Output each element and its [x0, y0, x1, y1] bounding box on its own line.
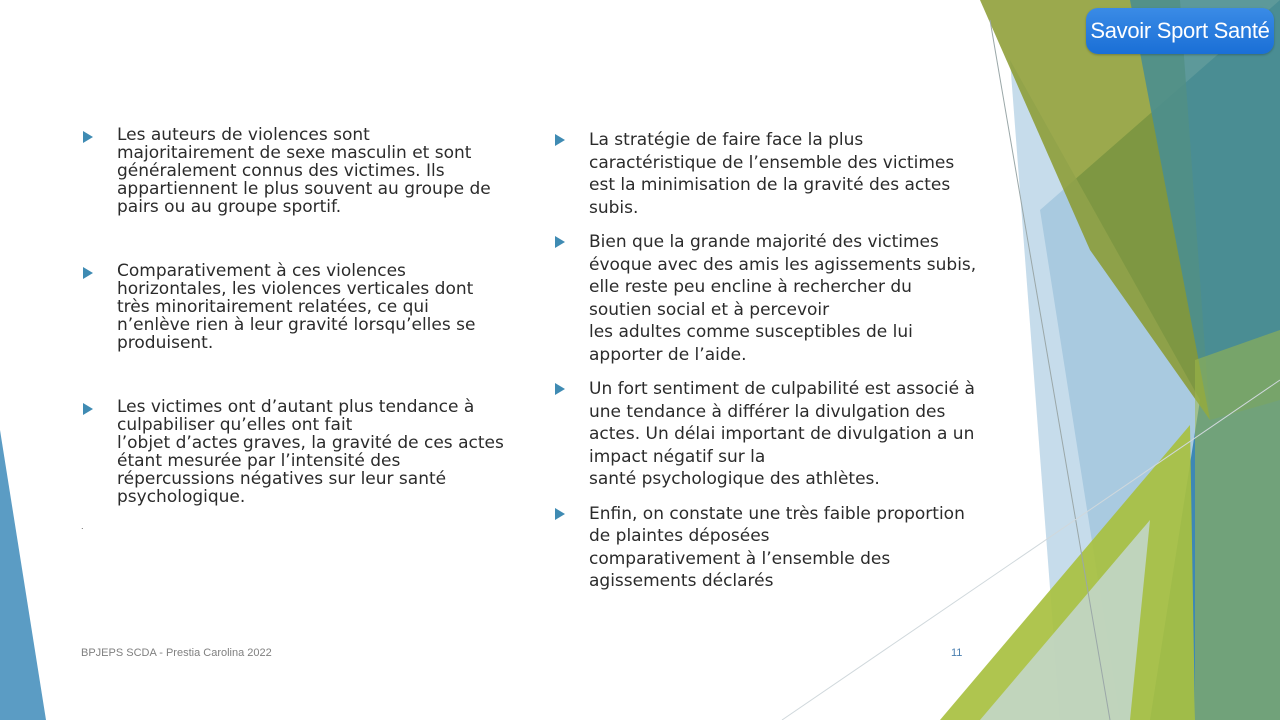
stray-mark: . — [81, 522, 84, 531]
bullet-text-line: Comparativement à ces violences — [117, 261, 406, 281]
bullet-item — [552, 503, 977, 593]
bullet-arrow-icon — [83, 403, 93, 415]
bullet-text-line: culpabiliser qu’elles ont fait — [117, 415, 353, 435]
left-blue-sliver — [0, 430, 46, 720]
bullet-text-line: apporter de l’aide. — [589, 344, 747, 365]
bullet-arrow-icon — [555, 134, 565, 146]
bullet-text-line: pairs ou au groupe sportif. — [117, 197, 342, 217]
bullet-text-line: étant mesurée par l’intensité des — [117, 451, 401, 471]
bullet-text-line: Enfin, on constate une très faible proportion — [589, 503, 965, 524]
bullet-text-line: les adultes comme susceptibles de lui — [589, 322, 913, 342]
right-column — [552, 129, 977, 593]
bullet-arrow-icon — [555, 508, 565, 520]
bullet-text-line: généralement connus des victimes. Ils — [117, 161, 445, 181]
bullet-text-line: Bien que la grande majorité des victimes — [589, 232, 939, 252]
bullet-text-line: très minoritairement relatées, ce qui — [117, 297, 429, 317]
bullet-text-line: santé psychologique des athlètes. — [589, 469, 880, 489]
bullet-text-line: produisent. — [117, 333, 214, 353]
bullet-text-line: Les auteurs de violences sont — [117, 125, 370, 145]
bullet-text-line: une tendance à différer la divulgation des — [589, 401, 946, 422]
bullet-text-line: soutien social et à percevoir — [589, 299, 830, 320]
bullet-text-line: elle reste peu encline à rechercher du — [589, 277, 912, 297]
bullet-text-line: majoritairement de sexe masculin et sont — [117, 143, 472, 163]
bullet-arrow-icon — [83, 267, 93, 279]
bullet-text-line: n’enlève rien à leur gravité lorsqu’elles se — [117, 315, 476, 335]
bullet-text-line: est la minimisation de la gravité des actes — [589, 175, 951, 195]
bullet-item — [552, 129, 977, 219]
bullet-item — [552, 378, 977, 491]
bullet-arrow-icon — [83, 131, 93, 143]
bullet-text-line: agissements déclarés — [589, 571, 774, 591]
bullet-item — [80, 126, 510, 216]
bullet-item — [80, 262, 510, 352]
bullet-text-line: caractéristique de l’ensemble des victimes — [589, 152, 955, 173]
bullet-text-line: comparativement à l’ensemble des — [589, 548, 891, 569]
bullet-item — [80, 398, 510, 506]
bullet-text-line: évoque avec des amis les agissements subis, — [589, 254, 977, 275]
left-column — [80, 126, 510, 506]
bullet-text-line: appartiennent le plus souvent au groupe de — [117, 179, 491, 199]
bullet-text-line: subis. — [589, 197, 639, 218]
bullet-text-line: Les victimes ont d’autant plus tendance à — [117, 397, 475, 417]
savoir-sport-sante-logo: Savoir Sport Santé — [1086, 8, 1274, 54]
bullet-arrow-icon — [555, 383, 565, 395]
bullet-text-line: horizontales, les violences verticales dont — [117, 279, 474, 299]
bullet-text-line: de plaintes déposées — [589, 526, 770, 546]
bullet-text-line: répercussions négatives sur leur santé — [117, 469, 447, 489]
bullet-text-line: actes. Un délai important de divulgation a un — [589, 424, 975, 444]
bullet-text-line: Un fort sentiment de culpabilité est associé à — [589, 379, 975, 399]
page-number: 11 — [951, 647, 963, 659]
bullet-item — [552, 231, 977, 366]
bullet-text-line: psychologique. — [117, 487, 246, 507]
bullet-arrow-icon — [555, 236, 565, 248]
footer-text: BPJEPS SCDA - Prestia Carolina 2022 — [81, 647, 272, 659]
bullet-text-line: l’objet d’actes graves, la gravité de ces actes — [117, 433, 504, 453]
bullet-text-line: impact négatif sur la — [589, 446, 766, 467]
bullet-text-line: La stratégie de faire face la plus — [589, 130, 864, 150]
